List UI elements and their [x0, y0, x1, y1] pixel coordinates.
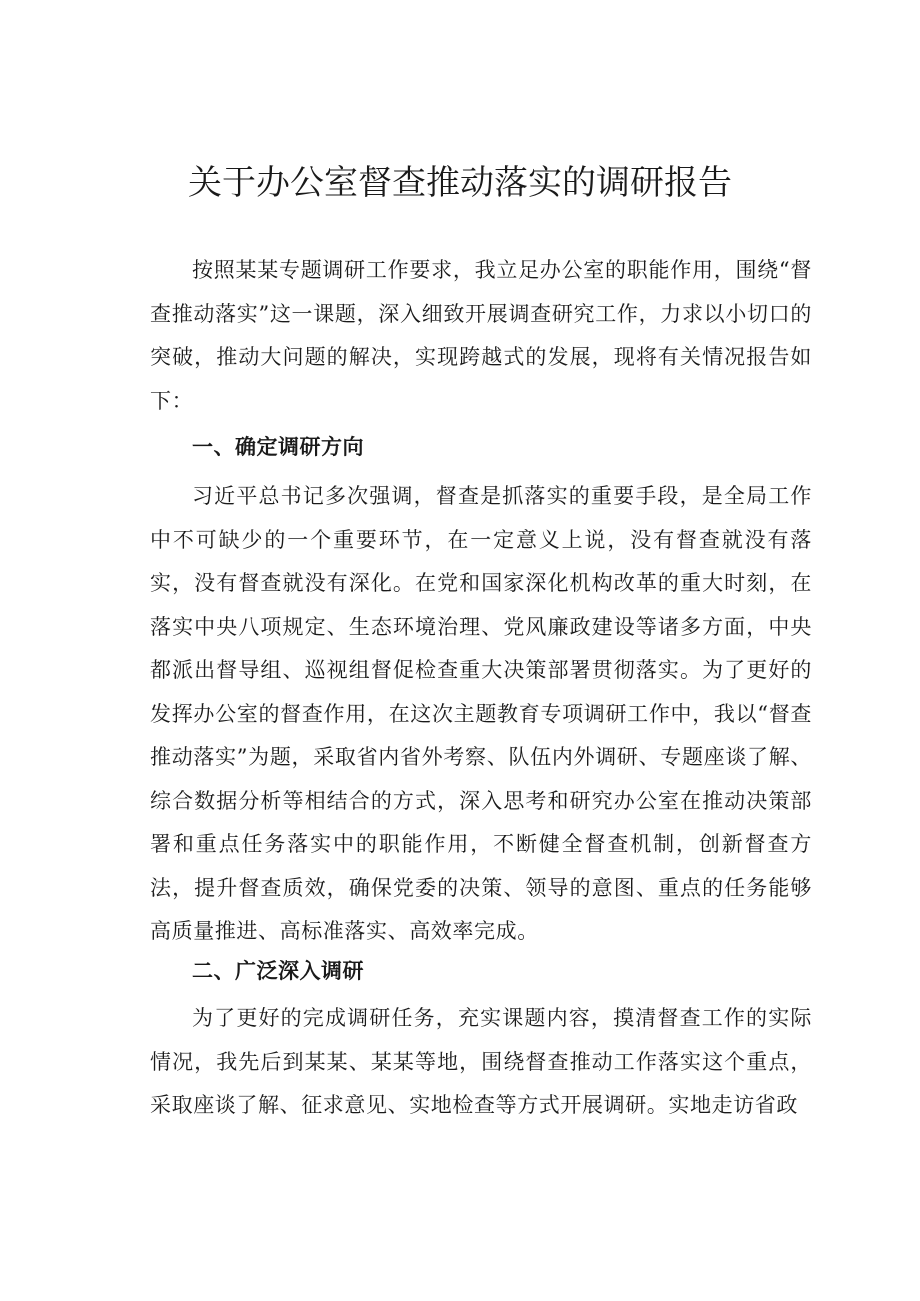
document-title: 关于办公室督查推动落实的调研报告 [188, 163, 732, 203]
section-heading-1: 一、确定调研方向 [192, 435, 364, 459]
section2-paragraph: 为了更好的完成调研任务，充实课题内容，摸清督查工作的实际情况，我先后到某某、某某等地，围绕督查推动工作落实这个重点，采取座谈了解、征求意见、实地检查等方式开展调研。实地走访省政 [150, 1006, 812, 1117]
intro-paragraph: 按照某某专题调研工作要求，我立足办公室的职能作用，围绕“督查推动落实”这一课题，深入细致开展调查研究工作，力求以小切口的突破，推动大问题的解决，实现跨越式的发展，现将有关情况报告如下： [150, 258, 812, 413]
section1-paragraph: 习近平总书记多次强调，督查是抓落实的重要手段，是全局工作中不可缺少的一个重要环节，在一定意义上说，没有督查就没有落实，没有督查就没有深化。在党和国家深化机构改革的重大时刻，在落实中央八项规定、生态环境治理、党风廉政建设等诸多方面，中央都派出督导组、巡视组督促检查重大决策部署贯彻落实。为了更好的发挥办公室的督查作用，在这次主题教育专项调研工作中，我以“督查推动落实”为题，采取省内省外考察、队伍内外调研、专题座谈了解、综合数据分析等相结合的方式，深入思考和研究办公室在推动决策部署和重点任务落实中的职能作用，不断健全督查机制，创新督查方法，提升督查质效，确保党委的决策、领导的意图、重点的任务能够高质量推进、高标准落实、高效率完成。 [150, 484, 812, 943]
section-heading-2: 二、广泛深入调研 [192, 959, 364, 983]
